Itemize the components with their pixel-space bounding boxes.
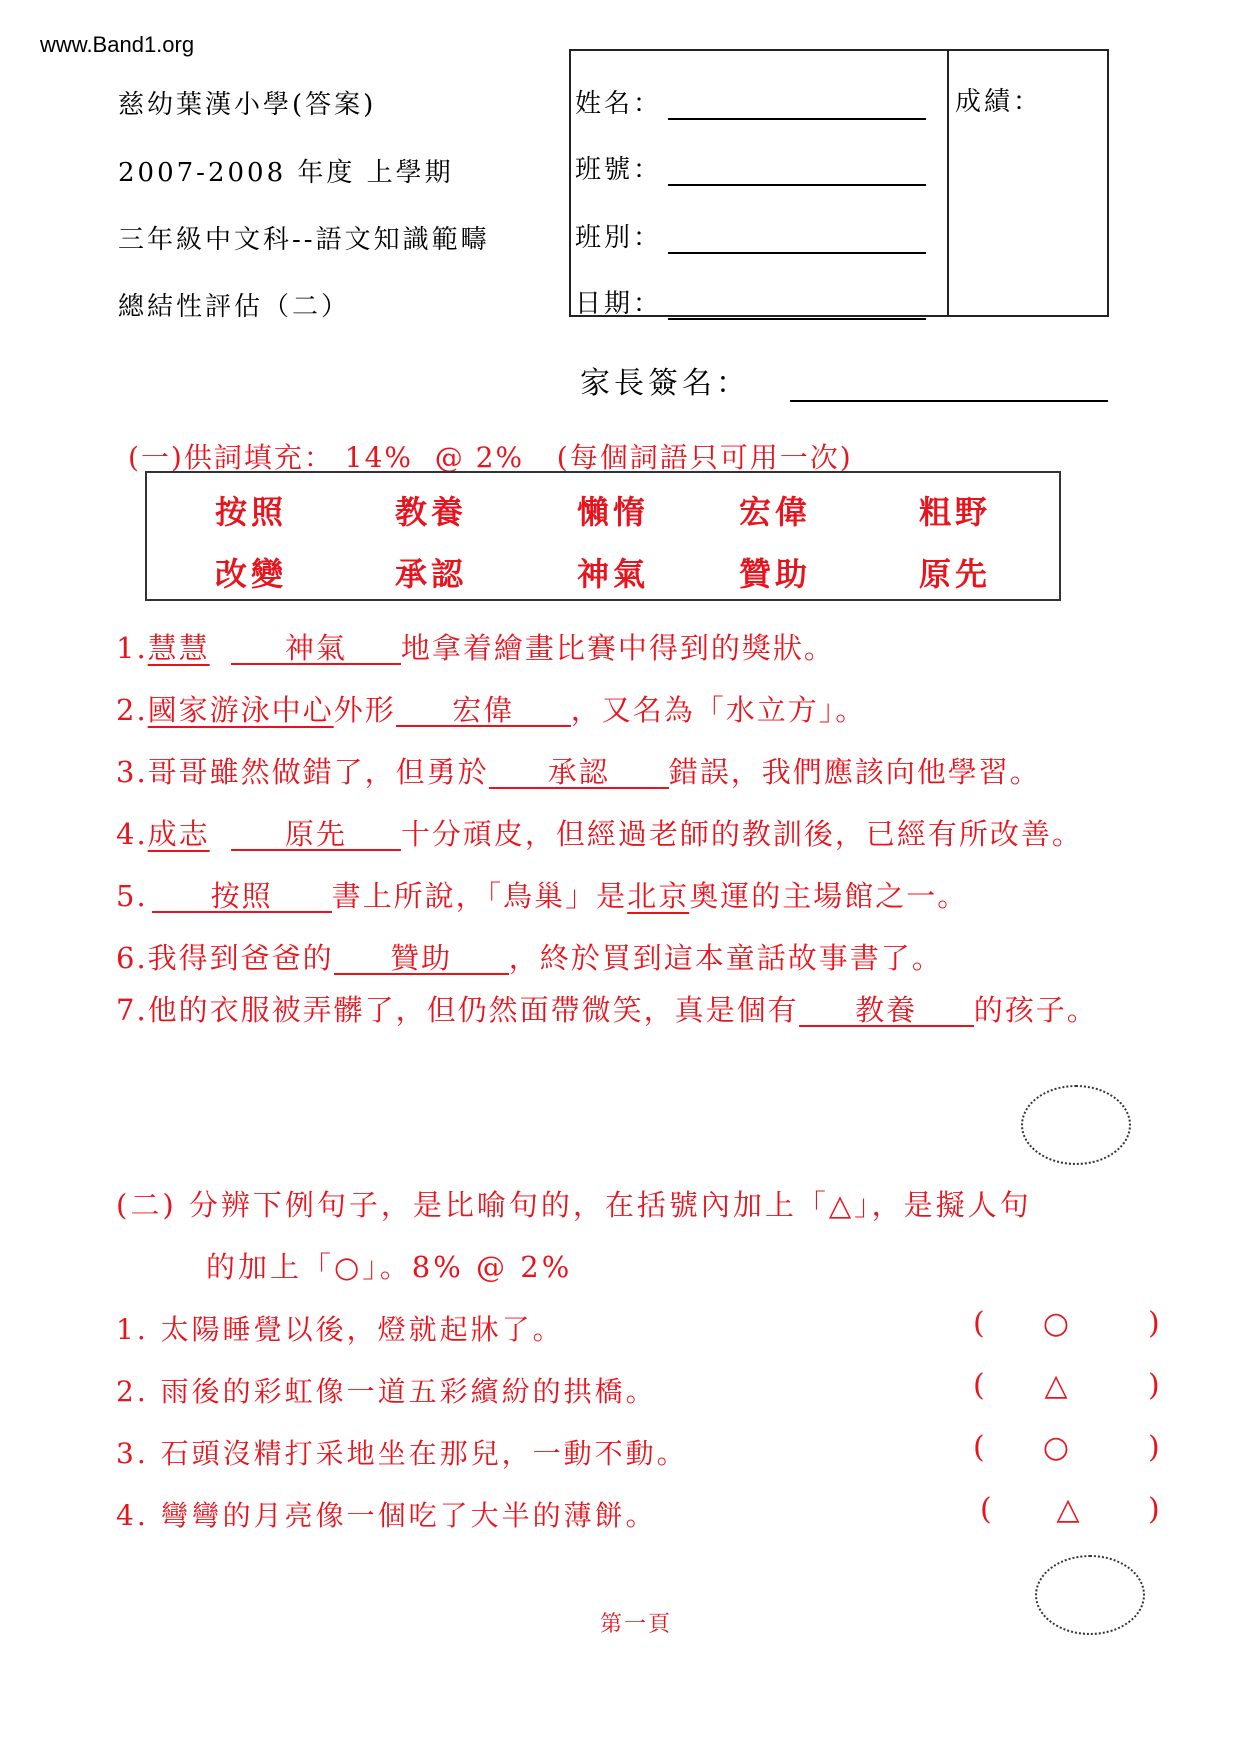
word-bank-item: 原先 xyxy=(919,555,992,593)
question-number: 4. xyxy=(116,817,148,851)
word-bank xyxy=(145,471,1061,601)
classify-question-3 xyxy=(116,1432,688,1472)
answer-blank[interactable]: 原先 xyxy=(231,819,401,851)
question-text: 彎彎的月亮像一個吃了大半的薄餅。 xyxy=(160,1499,657,1532)
question-number: 6. xyxy=(116,941,148,975)
student-info-box xyxy=(569,49,1109,317)
word-bank-item: 教養 xyxy=(395,493,468,531)
question-number: 3. xyxy=(116,755,148,789)
parent-signature xyxy=(580,358,1108,402)
parent-signature-label: 家長簽名： xyxy=(580,366,750,401)
answer-blank[interactable]: 神氣 xyxy=(231,633,401,665)
word-bank-item: 按照 xyxy=(215,493,288,531)
question-text: 我得到爸爸的 xyxy=(147,941,334,975)
answer-blank[interactable]: 按照 xyxy=(152,881,332,913)
question-number: 1. xyxy=(116,1313,149,1346)
date-label: 日期： xyxy=(575,289,663,319)
question-text: 十分頑皮，但經過老師的教訓後，已經有所改善。 xyxy=(400,817,1083,851)
paren-close: ) xyxy=(1148,1430,1160,1465)
date-line[interactable] xyxy=(668,290,926,320)
question-text: 國家游泳中心 xyxy=(147,693,334,727)
score-label: 成績： xyxy=(955,87,1043,117)
classify-question-4 xyxy=(116,1494,657,1534)
section2-title-line1: (二) 分辨下例句子，是比喻句的，在括號內加上「△」，是擬人句 xyxy=(116,1188,1032,1222)
word-bank-item: 粗野 xyxy=(919,493,992,531)
paren-close: ) xyxy=(1148,1492,1160,1527)
word-bank-item: 懶惰 xyxy=(577,493,650,531)
fill-question-4 xyxy=(116,812,1083,853)
question-text: 北京 xyxy=(627,879,690,913)
class-field xyxy=(575,217,926,254)
name-field xyxy=(575,83,926,120)
question-text: 地拿着繪畫比賽中得到的獎狀。 xyxy=(400,631,835,665)
question-text: 書上所說，「鳥巢」是 xyxy=(331,879,628,913)
paren-open: ( xyxy=(980,1492,992,1527)
paren-close: ) xyxy=(1148,1368,1160,1403)
question-text: 慧慧 xyxy=(147,631,210,665)
question-text: ，又名為「水立方」。 xyxy=(570,693,867,727)
page-number: 第一頁 xyxy=(600,1612,673,1637)
question-text: 石頭沒精打采地坐在那兒，一動不動。 xyxy=(160,1437,688,1470)
answer-blank[interactable]: 贊助 xyxy=(334,943,509,975)
fill-question-1 xyxy=(116,626,835,667)
question-text: 哥哥雖然做錯了，但勇於 xyxy=(147,755,489,789)
word-bank-item: 宏偉 xyxy=(739,493,812,531)
answer-mark[interactable]: △ xyxy=(1056,1492,1080,1527)
assessment-title: 總結性評估（二） xyxy=(118,292,351,322)
name-line[interactable] xyxy=(668,90,926,120)
fill-question-3 xyxy=(116,750,1041,791)
site-url: www.Band1.org xyxy=(40,32,195,57)
score-ellipse xyxy=(1035,1555,1145,1635)
paren-open: ( xyxy=(973,1306,985,1341)
class-line[interactable] xyxy=(668,224,926,254)
fill-question-2 xyxy=(116,688,866,729)
question-text: 太陽睡覺以後，燈就起牀了。 xyxy=(160,1313,564,1346)
class-no-field xyxy=(575,149,926,186)
fill-question-5 xyxy=(116,874,968,915)
answer-blank[interactable]: 教養 xyxy=(799,995,974,1027)
class-no-line[interactable] xyxy=(668,156,926,186)
class-label: 班別： xyxy=(575,223,663,253)
name-label: 姓名： xyxy=(575,89,663,119)
info-divider xyxy=(947,51,949,315)
paren-close: ) xyxy=(1148,1306,1160,1341)
answer-blank[interactable]: 承認 xyxy=(489,757,669,789)
word-bank-item: 承認 xyxy=(395,555,468,593)
subject: 三年級中文科--語文知識範疇 xyxy=(118,225,490,255)
question-text: 成志 xyxy=(147,817,210,851)
question-text: 奧運的主場館之一。 xyxy=(689,879,969,913)
question-text xyxy=(210,817,221,851)
answer-mark[interactable]: △ xyxy=(1044,1368,1068,1403)
word-bank-item: 改變 xyxy=(215,555,288,593)
class-no-label: 班號： xyxy=(575,155,663,185)
question-number: 2. xyxy=(116,1375,149,1408)
word-bank-item: 神氣 xyxy=(577,555,650,593)
question-number: 7. xyxy=(116,993,148,1027)
question-text: 雨後的彩虹像一道五彩繽紛的拱橋。 xyxy=(160,1375,657,1408)
score-ellipse xyxy=(1021,1085,1131,1165)
question-number: 5. xyxy=(116,879,148,913)
date-field xyxy=(575,283,926,320)
section2-title-line2: 的加上「○」。8% @ 2% xyxy=(206,1250,573,1284)
paren-open: ( xyxy=(973,1368,985,1403)
school-year: 2007-2008 年度 上學期 xyxy=(118,158,454,188)
paren-open: ( xyxy=(973,1430,985,1465)
section1-title: (一)供詞填充： 14% @ 2% (每個詞語只可用一次) xyxy=(128,441,853,474)
question-text: 的孩子。 xyxy=(973,993,1098,1027)
question-text: 外形 xyxy=(333,693,396,727)
question-text xyxy=(210,631,221,665)
answer-mark[interactable]: ○ xyxy=(1042,1306,1070,1341)
classify-question-1 xyxy=(116,1308,564,1348)
question-text: 錯誤，我們應該向他學習。 xyxy=(668,755,1041,789)
word-bank-item: 贊助 xyxy=(739,555,812,593)
answer-blank[interactable]: 宏偉 xyxy=(396,695,571,727)
fill-question-6 xyxy=(116,936,943,977)
classify-question-2 xyxy=(116,1370,657,1410)
school-name: 慈幼葉漢小學(答案) xyxy=(118,90,377,120)
question-number: 4. xyxy=(116,1499,149,1532)
parent-signature-line[interactable] xyxy=(790,368,1108,402)
question-number: 1. xyxy=(116,631,148,665)
answer-mark[interactable]: ○ xyxy=(1042,1430,1070,1465)
question-number: 3. xyxy=(116,1437,149,1470)
question-number: 2. xyxy=(116,693,148,727)
question-text: ，終於買到這本童話故事書了。 xyxy=(508,941,943,975)
fill-question-7 xyxy=(116,988,1098,1029)
question-text: 他的衣服被弄髒了，但仍然面帶微笑，真是個有 xyxy=(147,993,799,1027)
